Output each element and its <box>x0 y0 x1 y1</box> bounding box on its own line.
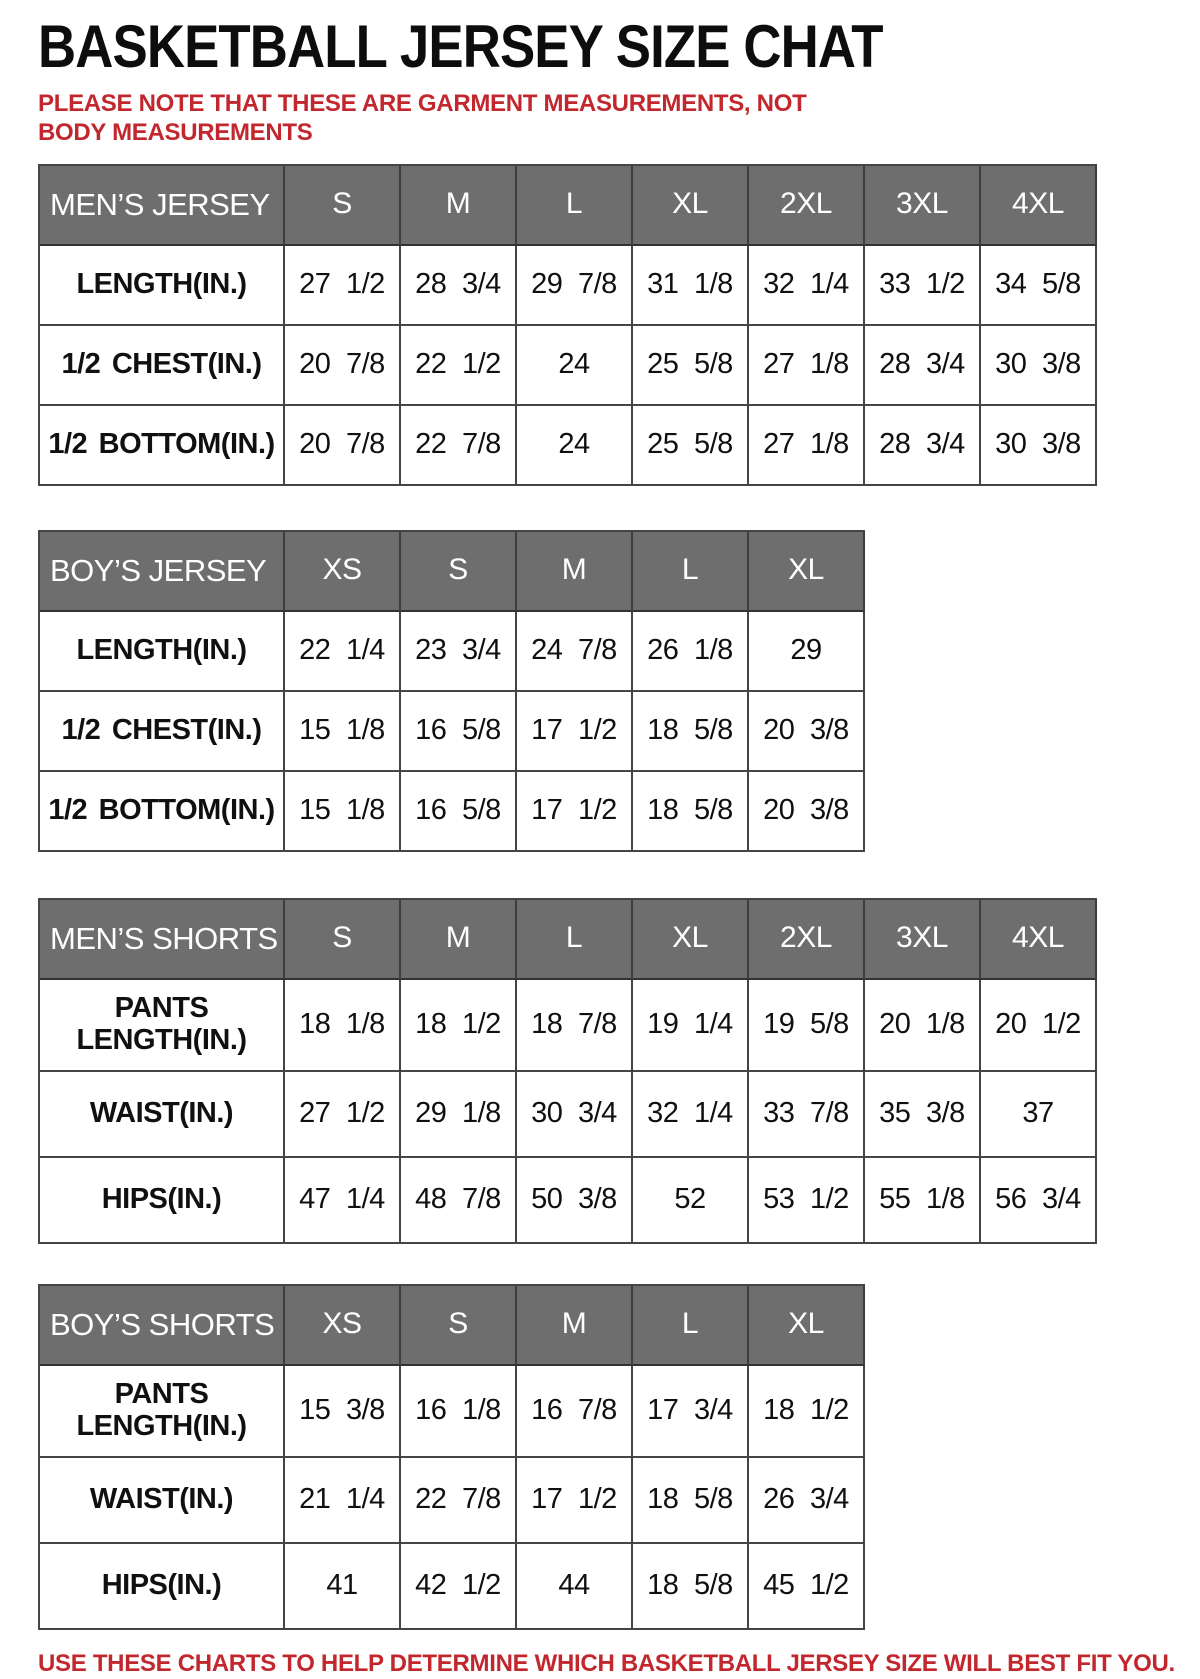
measurement-value: 18 5/8 <box>633 692 749 772</box>
measurement-value: 26 3/4 <box>749 1458 865 1544</box>
row-label: LENGTH(IN.) <box>40 246 285 326</box>
boys-shorts-table <box>38 1284 865 1630</box>
measurement-value: 15 1/8 <box>285 772 401 852</box>
size-header-cell: L <box>633 532 749 612</box>
measurement-value: 27 1/8 <box>749 406 865 486</box>
size-header-cell: S <box>285 900 401 980</box>
size-header-cell: L <box>633 1286 749 1366</box>
measurement-value: 20 1/2 <box>981 980 1097 1072</box>
measurement-value: 20 7/8 <box>285 406 401 486</box>
row-label: PANTS LENGTH(IN.) <box>40 1366 285 1458</box>
mens-shorts-table <box>38 898 1097 1244</box>
measurement-value: 25 5/8 <box>633 406 749 486</box>
garment-measurement-note: PLEASE NOTE THAT THESE ARE GARMENT MEASUREMENTS, NOT BODY MEASUREMENTS <box>38 90 807 147</box>
mens-jersey-table <box>38 164 1097 486</box>
measurement-value: 15 1/8 <box>285 692 401 772</box>
row-label: 1/2 CHEST(IN.) <box>40 692 285 772</box>
measurement-value: 22 7/8 <box>401 1458 517 1544</box>
measurement-value: 24 7/8 <box>517 612 633 692</box>
size-header-cell: 4XL <box>981 900 1097 980</box>
measurement-value: 18 5/8 <box>633 1544 749 1630</box>
measurement-value: 41 <box>285 1544 401 1630</box>
measurement-value: 17 1/2 <box>517 692 633 772</box>
measurement-value: 44 <box>517 1544 633 1630</box>
measurement-value: 18 1/2 <box>749 1366 865 1458</box>
measurement-value: 48 7/8 <box>401 1158 517 1244</box>
size-header-cell: XL <box>749 532 865 612</box>
measurement-value: 28 3/4 <box>865 326 981 406</box>
size-header-cell: S <box>401 1286 517 1366</box>
row-label: 1/2 CHEST(IN.) <box>40 326 285 406</box>
measurement-value: 22 7/8 <box>401 406 517 486</box>
measurement-value: 30 3/8 <box>981 406 1097 486</box>
measurement-value: 29 <box>749 612 865 692</box>
size-header-cell: M <box>517 532 633 612</box>
size-header-cell: 3XL <box>865 900 981 980</box>
size-header-cell: M <box>401 900 517 980</box>
measurement-value: 16 7/8 <box>517 1366 633 1458</box>
measurement-value: 24 <box>517 326 633 406</box>
measurement-value: 31 1/8 <box>633 246 749 326</box>
measurement-value: 19 5/8 <box>749 980 865 1072</box>
size-header-cell: XL <box>633 166 749 246</box>
table-title: MEN’S JERSEY <box>40 166 285 246</box>
page-title: BASKETBALL JERSEY SIZE CHAT <box>38 13 883 80</box>
measurement-value: 55 1/8 <box>865 1158 981 1244</box>
table-title: MEN’S SHORTS <box>40 900 285 980</box>
row-label: HIPS(IN.) <box>40 1544 285 1630</box>
measurement-value: 30 3/8 <box>981 326 1097 406</box>
size-header-cell: 2XL <box>749 166 865 246</box>
size-header-cell: XS <box>285 532 401 612</box>
measurement-value: 18 5/8 <box>633 772 749 852</box>
measurement-value: 17 1/2 <box>517 772 633 852</box>
measurement-value: 20 1/8 <box>865 980 981 1072</box>
size-header-cell: XS <box>285 1286 401 1366</box>
measurement-value: 27 1/2 <box>285 246 401 326</box>
size-header-cell: M <box>517 1286 633 1366</box>
row-label: 1/2 BOTTOM(IN.) <box>40 406 285 486</box>
measurement-value: 35 3/8 <box>865 1072 981 1158</box>
size-header-cell: M <box>401 166 517 246</box>
measurement-value: 37 <box>981 1072 1097 1158</box>
measurement-value: 16 1/8 <box>401 1366 517 1458</box>
size-header-cell: XL <box>749 1286 865 1366</box>
boys-jersey-table <box>38 530 865 852</box>
measurement-value: 32 1/4 <box>633 1072 749 1158</box>
measurement-value: 52 <box>633 1158 749 1244</box>
measurement-value: 53 1/2 <box>749 1158 865 1244</box>
measurement-value: 26 1/8 <box>633 612 749 692</box>
row-label: PANTS LENGTH(IN.) <box>40 980 285 1072</box>
size-header-cell: L <box>517 166 633 246</box>
fit-advice-note: USE THESE CHARTS TO HELP DETERMINE WHICH BASKETBALL JERSEY SIZE WILL BEST FIT YOU. <box>38 1649 1175 1677</box>
row-label: WAIST(IN.) <box>40 1458 285 1544</box>
size-header-cell: S <box>285 166 401 246</box>
size-header-cell: 2XL <box>749 900 865 980</box>
table-title: BOY’S JERSEY <box>40 532 285 612</box>
measurement-value: 27 1/2 <box>285 1072 401 1158</box>
measurement-value: 16 5/8 <box>401 692 517 772</box>
measurement-value: 56 3/4 <box>981 1158 1097 1244</box>
measurement-value: 32 1/4 <box>749 246 865 326</box>
measurement-value: 34 5/8 <box>981 246 1097 326</box>
measurement-value: 50 3/8 <box>517 1158 633 1244</box>
size-header-cell: XL <box>633 900 749 980</box>
measurement-value: 18 1/2 <box>401 980 517 1072</box>
measurement-value: 17 1/2 <box>517 1458 633 1544</box>
measurement-value: 18 7/8 <box>517 980 633 1072</box>
measurement-value: 20 3/8 <box>749 772 865 852</box>
measurement-value: 18 5/8 <box>633 1458 749 1544</box>
table-title: BOY’S SHORTS <box>40 1286 285 1366</box>
measurement-value: 22 1/2 <box>401 326 517 406</box>
measurement-value: 17 3/4 <box>633 1366 749 1458</box>
size-header-cell: S <box>401 532 517 612</box>
measurement-value: 20 3/8 <box>749 692 865 772</box>
row-label: LENGTH(IN.) <box>40 612 285 692</box>
size-header-cell: L <box>517 900 633 980</box>
measurement-value: 21 1/4 <box>285 1458 401 1544</box>
measurement-value: 27 1/8 <box>749 326 865 406</box>
measurement-value: 29 7/8 <box>517 246 633 326</box>
row-label: WAIST(IN.) <box>40 1072 285 1158</box>
size-header-cell: 4XL <box>981 166 1097 246</box>
measurement-value: 28 3/4 <box>865 406 981 486</box>
measurement-value: 30 3/4 <box>517 1072 633 1158</box>
measurement-value: 22 1/4 <box>285 612 401 692</box>
measurement-value: 15 3/8 <box>285 1366 401 1458</box>
row-label: 1/2 BOTTOM(IN.) <box>40 772 285 852</box>
measurement-value: 45 1/2 <box>749 1544 865 1630</box>
measurement-value: 24 <box>517 406 633 486</box>
measurement-value: 33 7/8 <box>749 1072 865 1158</box>
measurement-value: 19 1/4 <box>633 980 749 1072</box>
measurement-value: 28 3/4 <box>401 246 517 326</box>
row-label: HIPS(IN.) <box>40 1158 285 1244</box>
measurement-value: 18 1/8 <box>285 980 401 1072</box>
measurement-value: 33 1/2 <box>865 246 981 326</box>
measurement-value: 29 1/8 <box>401 1072 517 1158</box>
size-header-cell: 3XL <box>865 166 981 246</box>
measurement-value: 25 5/8 <box>633 326 749 406</box>
measurement-value: 23 3/4 <box>401 612 517 692</box>
measurement-value: 20 7/8 <box>285 326 401 406</box>
measurement-value: 47 1/4 <box>285 1158 401 1244</box>
measurement-value: 16 5/8 <box>401 772 517 852</box>
measurement-value: 42 1/2 <box>401 1544 517 1630</box>
